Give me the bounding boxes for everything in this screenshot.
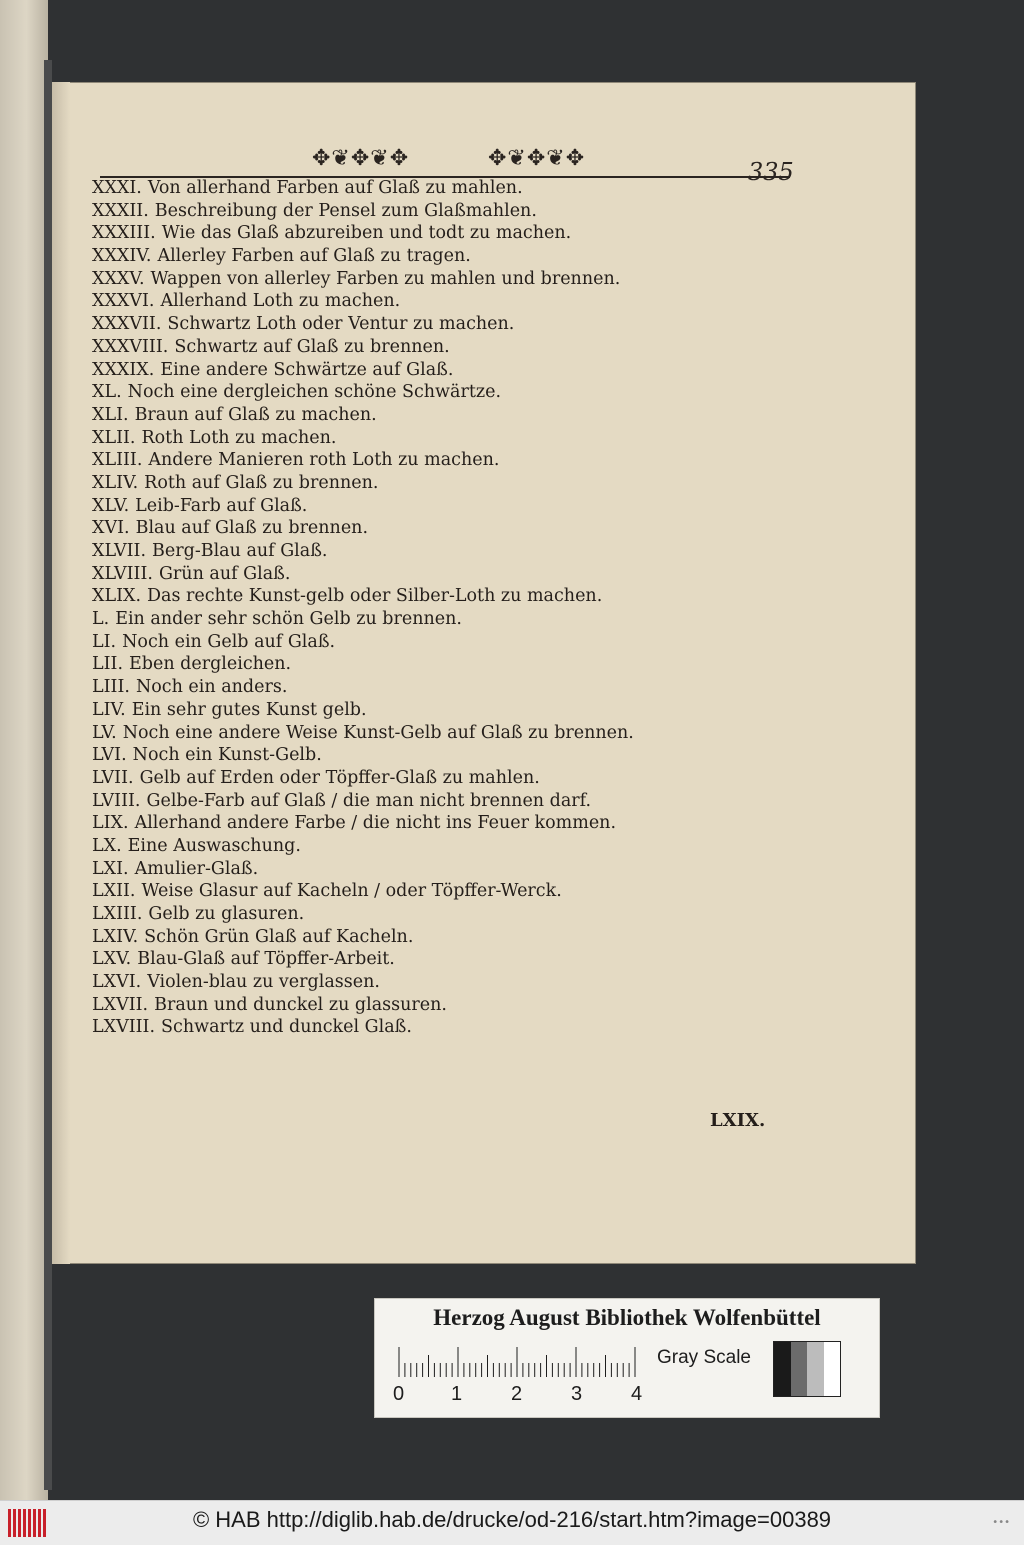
library-color-card	[374, 1298, 880, 1418]
toc-entry	[92, 790, 732, 813]
toc-entry	[92, 290, 732, 313]
toc-entry-number: XLII.	[92, 427, 136, 448]
toc-entry-title: Eine andere Schwärtze auf Glaß.	[160, 359, 454, 380]
grayscale-label: Gray Scale	[657, 1347, 751, 1368]
toc-entry-title: Noch ein anders.	[135, 677, 288, 698]
toc-entry-number: XL.	[92, 382, 122, 403]
page-shading	[52, 82, 70, 1264]
ruler-digit: 1	[451, 1383, 463, 1405]
toc-entry-title: Berg-Blau auf Glaß.	[152, 541, 328, 561]
toc-entry-title: Von allerhand Farben auf Glaß zu mahlen.	[147, 178, 523, 198]
footer-bar	[0, 1500, 1024, 1545]
toc-entry-number: LXII.	[92, 881, 136, 902]
gray-swatch	[791, 1342, 808, 1396]
toc-entry-title: Roth auf Glaß zu brennen.	[144, 472, 379, 493]
dots-icon: •••	[992, 1517, 1010, 1528]
toc-entry	[92, 200, 732, 223]
toc-entry	[92, 767, 732, 790]
toc-entry-number: XLVII.	[92, 541, 147, 561]
toc-entry	[92, 495, 732, 518]
toc-entry-number: XLIX.	[92, 586, 142, 607]
headpiece-ornament-left: ✥❦✥❦✥	[312, 146, 410, 171]
toc-entry	[92, 381, 732, 404]
toc-entry-title: Wie das Glaß abzureiben und todt zu machen.	[161, 223, 572, 244]
toc-entry-number: LX.	[92, 835, 122, 856]
toc-entry-title: Ein sehr gutes Kunst gelb.	[131, 699, 367, 720]
toc-entry-number: LI.	[92, 631, 117, 652]
toc-entry	[92, 177, 732, 200]
toc-entry-title: Eine Auswaschung.	[127, 835, 301, 856]
ruler-digit: 0	[393, 1383, 405, 1405]
toc-entry-title: Weise Glasur auf Kacheln / oder Töpffer-Werck.	[141, 881, 562, 902]
ruler-scale	[397, 1347, 637, 1377]
gray-swatch	[774, 1342, 791, 1396]
toc-entry-title: Grün auf Glaß.	[158, 563, 291, 584]
toc-entry-number: LIII.	[92, 677, 130, 698]
toc-entry-number: LXVII.	[92, 994, 149, 1015]
toc-entry	[92, 540, 732, 563]
toc-entry-title: Leib-Farb auf Glaß.	[135, 495, 308, 516]
toc-entry-number: LXV.	[92, 949, 132, 970]
toc-entry-number: XVI.	[92, 518, 130, 539]
toc-entry	[92, 926, 732, 949]
toc-entry-title: Allerhand andere Farbe / die nicht ins Feuer kommen.	[134, 813, 617, 834]
toc-entry-number: LXI.	[92, 858, 129, 879]
toc-entry-title: Wappen von allerley Farben zu mahlen und brennen.	[150, 268, 621, 289]
toc-entry	[92, 585, 732, 608]
gray-swatch	[807, 1342, 824, 1396]
toc-entry-title: Amulier-Glaß.	[134, 858, 259, 879]
toc-entry-title: Noch eine andere Weise Kunst-Gelb auf Glaß zu brennen.	[122, 722, 634, 743]
toc-entry-number: LVII.	[92, 767, 134, 788]
toc-entry	[92, 427, 732, 450]
toc-entry-title: Schwartz auf Glaß zu brennen.	[174, 336, 450, 357]
toc-entry-number: XXXII.	[92, 200, 149, 221]
toc-entry-number: XXXV.	[92, 268, 145, 289]
toc-entry-number: LXIII.	[92, 904, 143, 924]
toc-entry-number: XXXIII.	[92, 223, 156, 244]
toc-entry-number: XXXVIII.	[92, 336, 169, 357]
grayscale-swatches	[773, 1341, 841, 1397]
adjacent-page-edge	[0, 0, 48, 1500]
toc-entry-title: Noch eine dergleichen schöne Schwärtze.	[127, 382, 502, 403]
toc-entry-title: Gelb zu glasuren.	[148, 904, 305, 924]
toc-entry-title: Noch ein Kunst-Gelb.	[132, 745, 322, 766]
toc-entry	[92, 631, 732, 654]
toc-entry	[92, 812, 732, 835]
toc-entry	[92, 517, 732, 540]
toc-entry-number: XLI.	[92, 404, 129, 425]
toc-entry	[92, 359, 732, 382]
toc-entry-title: Blau auf Glaß zu brennen.	[135, 518, 369, 539]
toc-entry-number: LVIII.	[92, 790, 141, 811]
library-name: Herzog August Bibliothek Wolfenbüttel	[433, 1305, 821, 1330]
toc-entry	[92, 472, 732, 495]
table-of-contents	[92, 177, 732, 1039]
toc-entry	[92, 336, 732, 359]
toc-entry	[92, 903, 732, 926]
ruler-digit: 3	[571, 1383, 583, 1405]
toc-entry	[92, 608, 732, 631]
toc-entry	[92, 994, 732, 1017]
toc-entry	[92, 744, 732, 767]
page-number: 335	[748, 158, 794, 186]
toc-entry-number: L.	[92, 609, 110, 630]
ruler-digits	[393, 1383, 653, 1407]
toc-entry-title: Eben dergleichen.	[129, 654, 292, 675]
toc-entry-number: XLVIII.	[92, 563, 153, 584]
toc-entry-title: Allerley Farben auf Glaß zu tragen.	[157, 246, 471, 267]
toc-entry	[92, 971, 732, 994]
toc-entry	[92, 245, 732, 268]
toc-entry-title: Violen-blau zu verglassen.	[147, 972, 380, 993]
toc-entry	[92, 404, 732, 427]
toc-entry-number: LV.	[92, 722, 117, 743]
catchword: LXIX.	[710, 1110, 766, 1131]
toc-entry-number: LXVIII.	[92, 1017, 156, 1038]
ruler-digit: 4	[631, 1383, 643, 1405]
toc-entry-number: XXXIV.	[92, 246, 152, 267]
toc-entry	[92, 268, 732, 291]
toc-entry-title: Schwartz Loth oder Ventur zu machen.	[167, 314, 515, 335]
headpiece-ornament-right: ✥❦✥❦✥	[488, 146, 586, 171]
toc-entry	[92, 313, 732, 336]
toc-entry-number: XXXIX.	[92, 359, 155, 380]
toc-entry-title: Allerhand Loth zu machen.	[160, 291, 401, 312]
toc-entry-number: XXXI.	[92, 178, 142, 198]
toc-entry	[92, 722, 732, 745]
toc-entry-title: Gelbe-Farb auf Glaß / die man nicht brennen darf.	[146, 790, 592, 811]
toc-entry	[92, 835, 732, 858]
toc-entry	[92, 858, 732, 881]
gray-swatch	[824, 1342, 841, 1396]
toc-entry-title: Schön Grün Glaß auf Kacheln.	[144, 926, 414, 947]
toc-entry-number: XLIV.	[92, 472, 139, 493]
toc-entry-title: Schwartz und dunckel Glaß.	[161, 1017, 412, 1038]
toc-entry-number: LIX.	[92, 813, 129, 834]
toc-entry	[92, 222, 732, 245]
toc-entry-number: XLV.	[92, 495, 130, 516]
toc-entry-title: Das rechte Kunst-gelb oder Silber-Loth zu machen.	[147, 586, 603, 607]
toc-entry	[92, 880, 732, 903]
copyright-url: © HAB http://diglib.hab.de/drucke/od-216/start.htm?image=00389	[192, 1507, 832, 1532]
toc-entry	[92, 1016, 732, 1039]
toc-entry-title: Roth Loth zu machen.	[141, 427, 337, 448]
toc-entry-title: Noch ein Gelb auf Glaß.	[122, 631, 336, 652]
toc-entry-title: Beschreibung der Pensel zum Glaßmahlen.	[154, 200, 537, 221]
toc-entry-number: XXXVII.	[92, 314, 162, 335]
toc-entry	[92, 676, 732, 699]
toc-entry	[92, 563, 732, 586]
ruler-digit: 2	[511, 1383, 523, 1405]
binding-gutter	[44, 60, 52, 1490]
toc-entry	[92, 948, 732, 971]
toc-entry	[92, 699, 732, 722]
toc-entry-title: Blau-Glaß auf Töpffer-Arbeit.	[137, 949, 395, 970]
toc-entry-title: Andere Manieren roth Loth zu machen.	[148, 450, 500, 471]
toc-entry-number: LXVI.	[92, 972, 142, 993]
toc-entry-number: LII.	[92, 654, 124, 675]
toc-entry-number: LIV.	[92, 699, 126, 720]
toc-entry-title: Braun auf Glaß zu machen.	[134, 404, 377, 425]
toc-entry-number: LXIV.	[92, 926, 139, 947]
toc-entry-number: XXXVI.	[92, 291, 155, 312]
toc-entry-title: Ein ander sehr schön Gelb zu brennen.	[115, 609, 462, 630]
toc-entry-title: Braun und dunckel zu glassuren.	[154, 994, 447, 1015]
toc-entry-number: LVI.	[92, 745, 127, 766]
toc-entry	[92, 653, 732, 676]
toc-entry	[92, 449, 732, 472]
toc-entry-number: XLIII.	[92, 450, 143, 471]
toc-entry-title: Gelb auf Erden oder Töpffer-Glaß zu mahlen.	[139, 767, 540, 788]
